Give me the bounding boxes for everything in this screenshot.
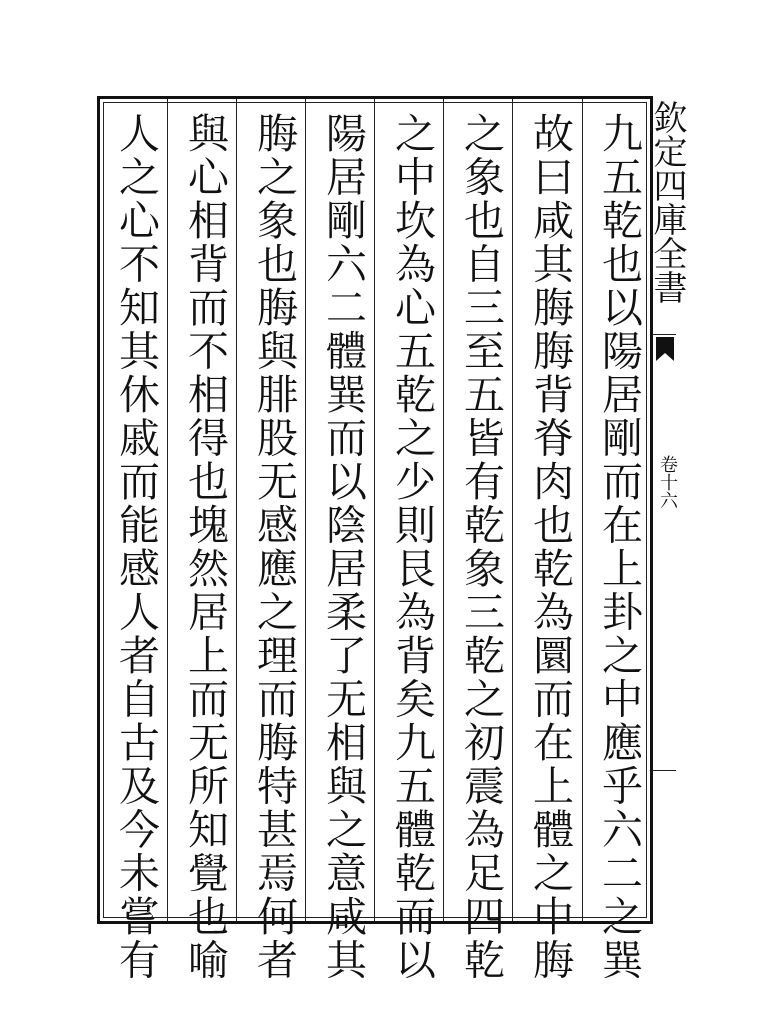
text-column-3: 之象也自三至五皆有乾象三乾之初震為足四乾 <box>457 112 505 982</box>
book-title: 欽定四庫全書 <box>647 100 687 304</box>
text-column-2: 故曰咸其脢脢背脊肉也乾為圜而在上體之中脢 <box>526 112 574 982</box>
text-column-6: 脢之象也脢與腓股无感應之理而脢特甚焉何者 <box>250 112 298 982</box>
fish-tail-mark-icon <box>655 335 675 363</box>
text-column-7: 與心相背而不相得也塊然居上而无所知覺也喻 <box>181 112 229 982</box>
text-column-5: 陽居剛六二體巽而以陰居柔了无相與之意咸其 <box>319 112 367 982</box>
chapter-label: 卷十六 <box>657 455 678 509</box>
text-column-1: 九五乾也以陽居剛而在上卦之中應乎六二之巽 <box>595 112 643 982</box>
text-column-4: 之中坎為心五乾之少則艮為背矣九五體乾而以 <box>388 112 436 982</box>
margin-divider-lower <box>652 770 676 771</box>
text-column-8: 人之心不知其休戚而能感人者自古及今未嘗有 <box>112 112 160 982</box>
